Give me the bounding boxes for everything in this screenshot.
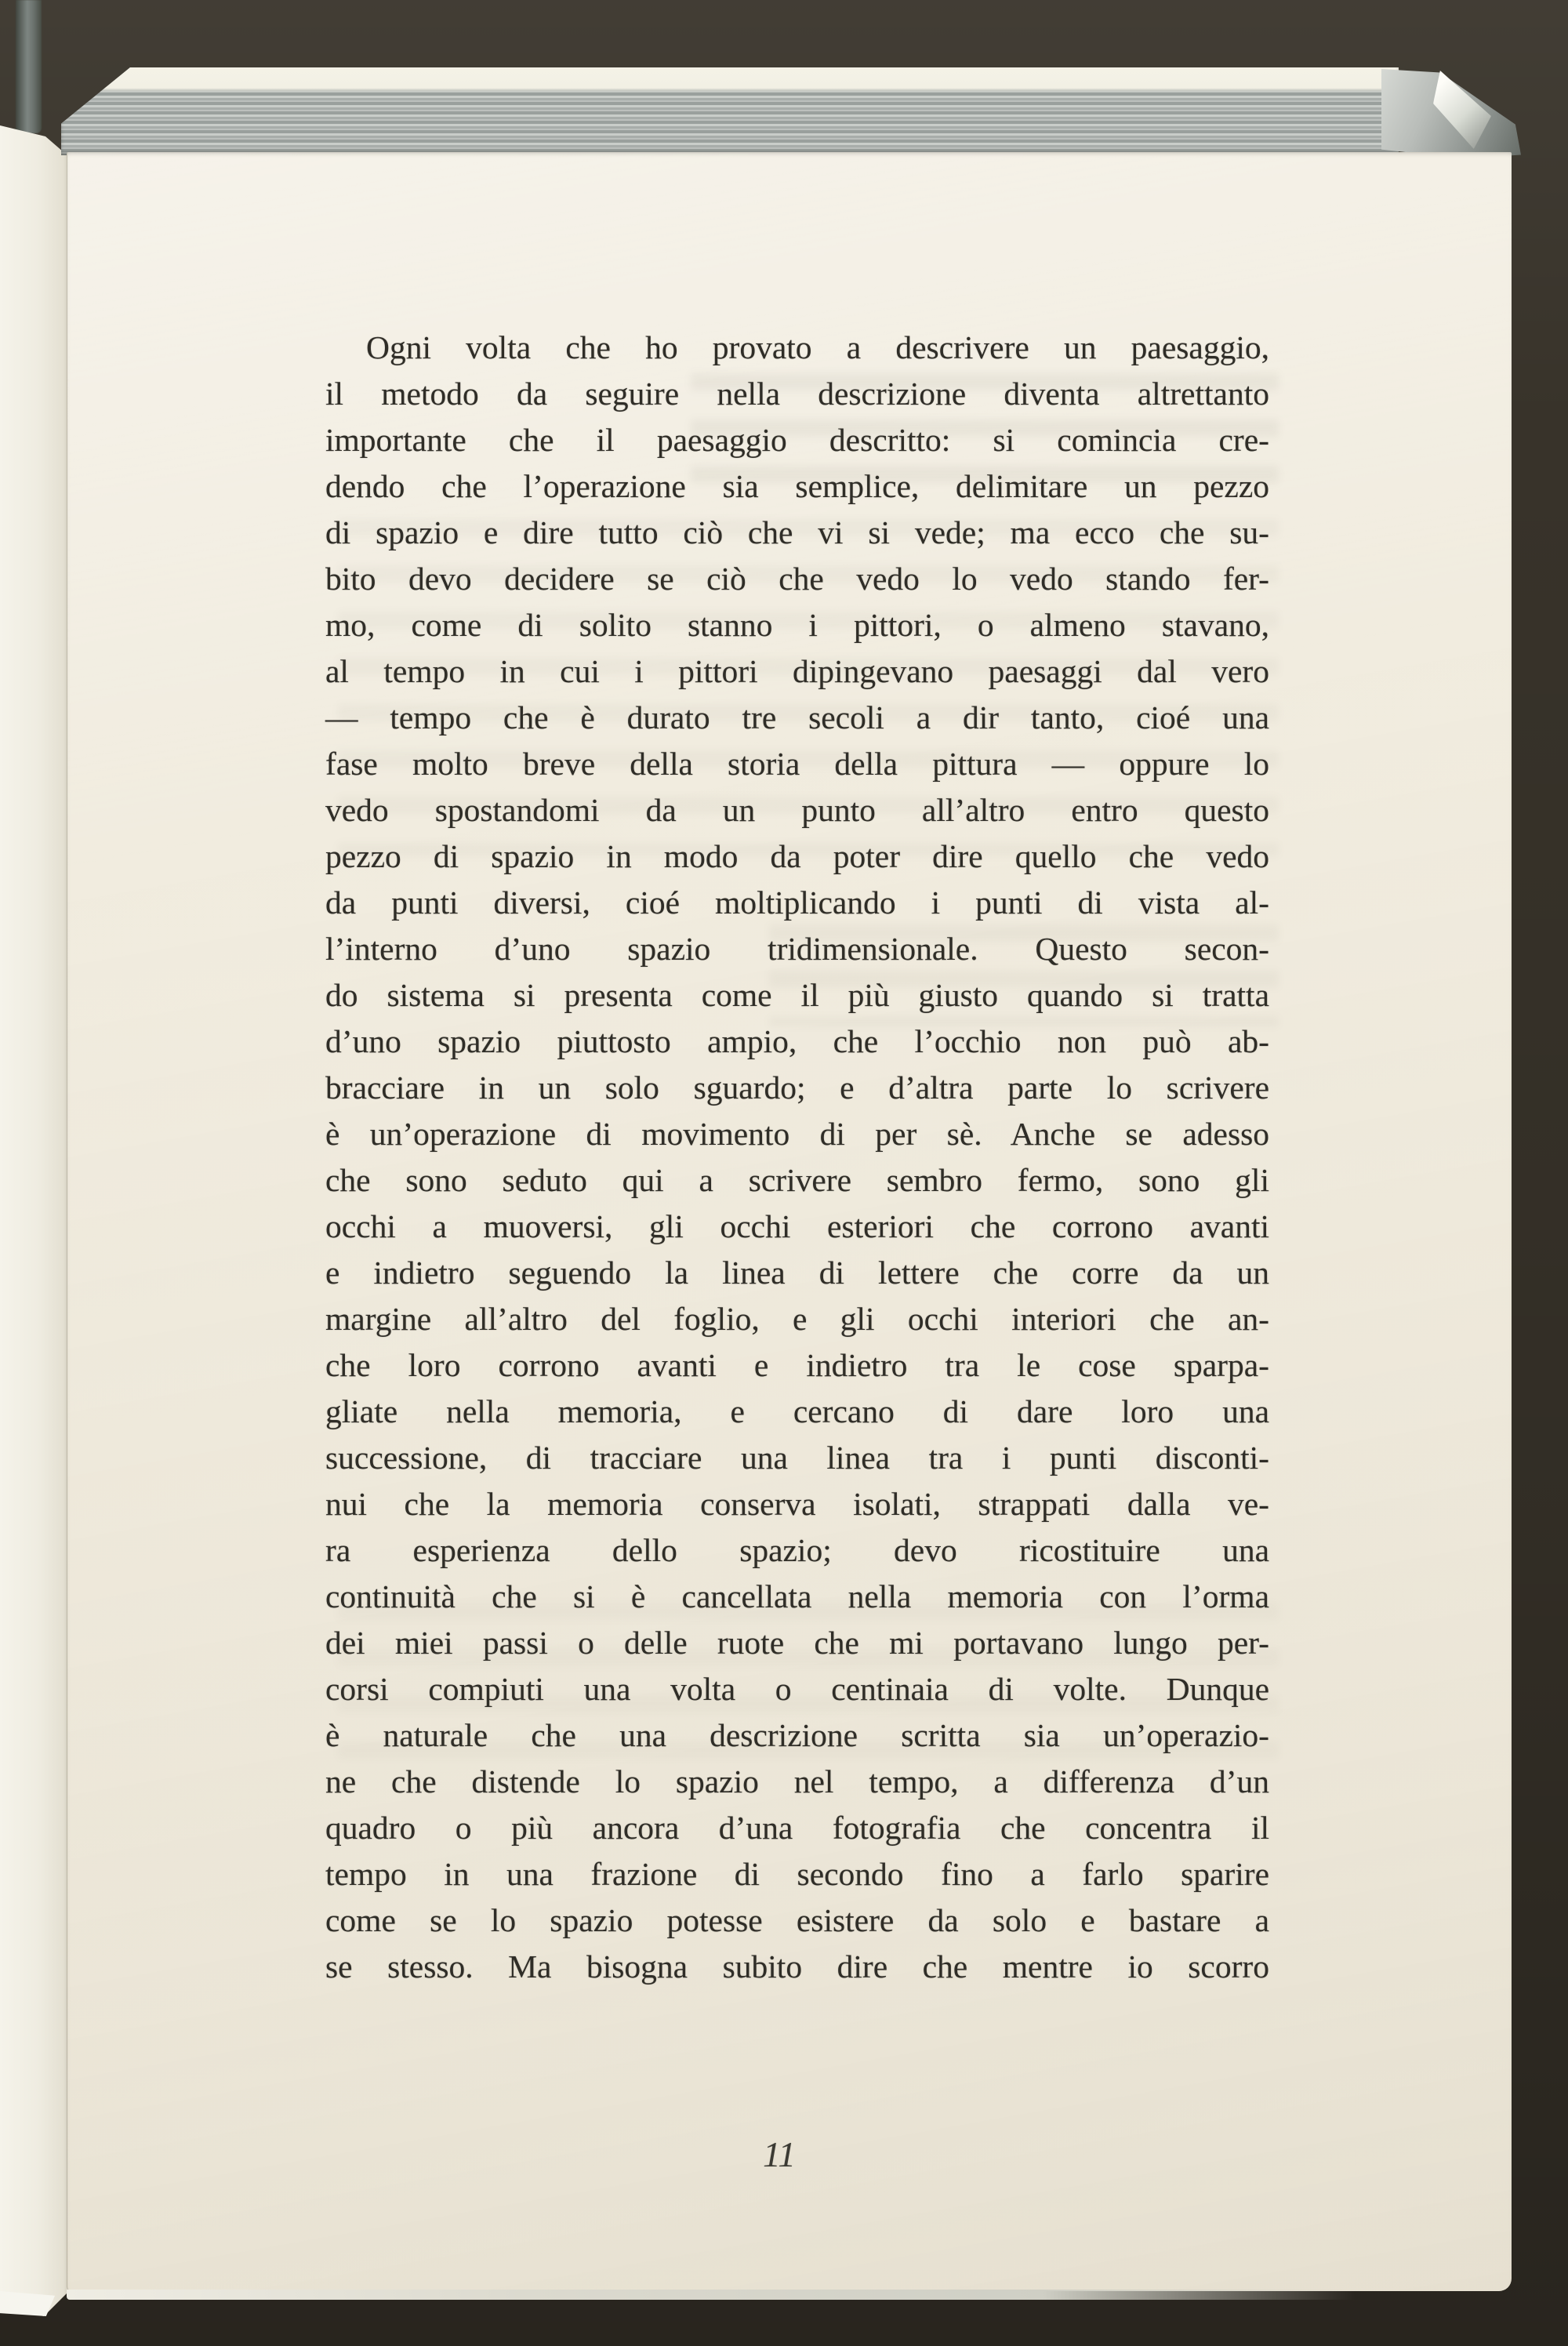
- text-line: do sistema si presenta come il più giusto quando si tratta: [325, 977, 1269, 1013]
- text-line: Ogni volta che ho provato a descrivere un paesaggio,: [366, 329, 1269, 365]
- text-line: ra esperienza dello spazio; devo ricostituire una: [325, 1532, 1269, 1568]
- text-line: se stesso. Ma bisogna subito dire che mentre io scorro: [325, 1948, 1269, 1985]
- text-line: di spazio e dire tutto ciò che vi si vede; ma ecco che su-: [325, 514, 1269, 550]
- text-line: dendo che l’operazione sia semplice, delimitare un pezzo: [325, 468, 1269, 504]
- underlying-page-left-edge: [0, 119, 69, 2316]
- text-line: nui che la memoria conserva isolati, strappati dalla ve-: [325, 1486, 1269, 1522]
- text-line: corsi compiuti una volta o centinaia di volte. Dunque: [325, 1671, 1269, 1707]
- text-line: tempo in una frazione di secondo fino a farlo sparire: [325, 1856, 1269, 1892]
- text-line: margine all’altro del foglio, e gli occhi interiori che an-: [325, 1301, 1269, 1337]
- text-line: che loro corrono avanti e indietro tra le cose sparpa-: [325, 1347, 1269, 1383]
- page-number: 11: [763, 2135, 796, 2174]
- text-line: importante che il paesaggio descritto: si comincia cre-: [325, 422, 1269, 458]
- text-line: e indietro seguendo la linea di lettere che corre da un: [325, 1255, 1269, 1291]
- text-line: è naturale che una descrizione scritta sia un’operazio-: [325, 1717, 1269, 1753]
- text-line: da punti diversi, cioé moltiplicando i punti di vista al-: [325, 884, 1269, 921]
- page-stack-top-edge: [61, 67, 1399, 155]
- book-page: [67, 152, 1512, 2291]
- text-line: gliate nella memoria, e cercano di dare loro una: [325, 1393, 1269, 1429]
- text-line: bito devo decidere se ciò che vedo lo vedo stando fer-: [325, 561, 1269, 597]
- text-line: quadro o più ancora d’una fotografia che concentra il: [325, 1810, 1269, 1846]
- text-line: dei miei passi o delle ruote che mi portavano lungo per-: [325, 1625, 1269, 1661]
- text-block: [325, 325, 1269, 1990]
- text-line: successione, di tracciare una linea tra i punti disconti-: [325, 1440, 1269, 1476]
- text-line: mo, come di solito stanno i pittori, o almeno stavano,: [325, 607, 1269, 643]
- text-line: l’interno d’uno spazio tridimensionale. Questo secon-: [325, 931, 1269, 967]
- text-line: fase molto breve della storia della pittura — oppure lo: [325, 746, 1269, 782]
- text-line: che sono seduto qui a scrivere sembro fermo, sono gli: [325, 1162, 1269, 1198]
- text-line: bracciare in un solo sguardo; e d’altra parte lo scrivere: [325, 1070, 1269, 1106]
- text-line: ne che distende lo spazio nel tempo, a differenza d’un: [325, 1763, 1269, 1799]
- text-line: al tempo in cui i pittori dipingevano paesaggi dal vero: [325, 653, 1269, 689]
- text-line: pezzo di spazio in modo da poter dire quello che vedo: [325, 838, 1269, 874]
- text-line: è un’operazione di movimento di per sè. Anche se adesso: [325, 1116, 1269, 1152]
- underlying-pages-bottom-edge: [67, 2290, 1368, 2300]
- text-line: occhi a muoversi, gli occhi esteriori che corrono avanti: [325, 1208, 1269, 1244]
- text-line: d’uno spazio piuttosto ampio, che l’occhio non può ab-: [325, 1023, 1269, 1059]
- text-line: continuità che si è cancellata nella memoria con l’orma: [325, 1578, 1269, 1614]
- book-spine-edge: [16, 0, 42, 133]
- text-line: vedo spostandomi da un punto all’altro entro questo: [325, 792, 1269, 828]
- text-line: come se lo spazio potesse esistere da solo e bastare a: [325, 1902, 1269, 1938]
- text-line: — tempo che è durato tre secoli a dir tanto, cioé una: [325, 699, 1269, 735]
- text-line: il metodo da seguire nella descrizione diventa altrettanto: [325, 376, 1269, 412]
